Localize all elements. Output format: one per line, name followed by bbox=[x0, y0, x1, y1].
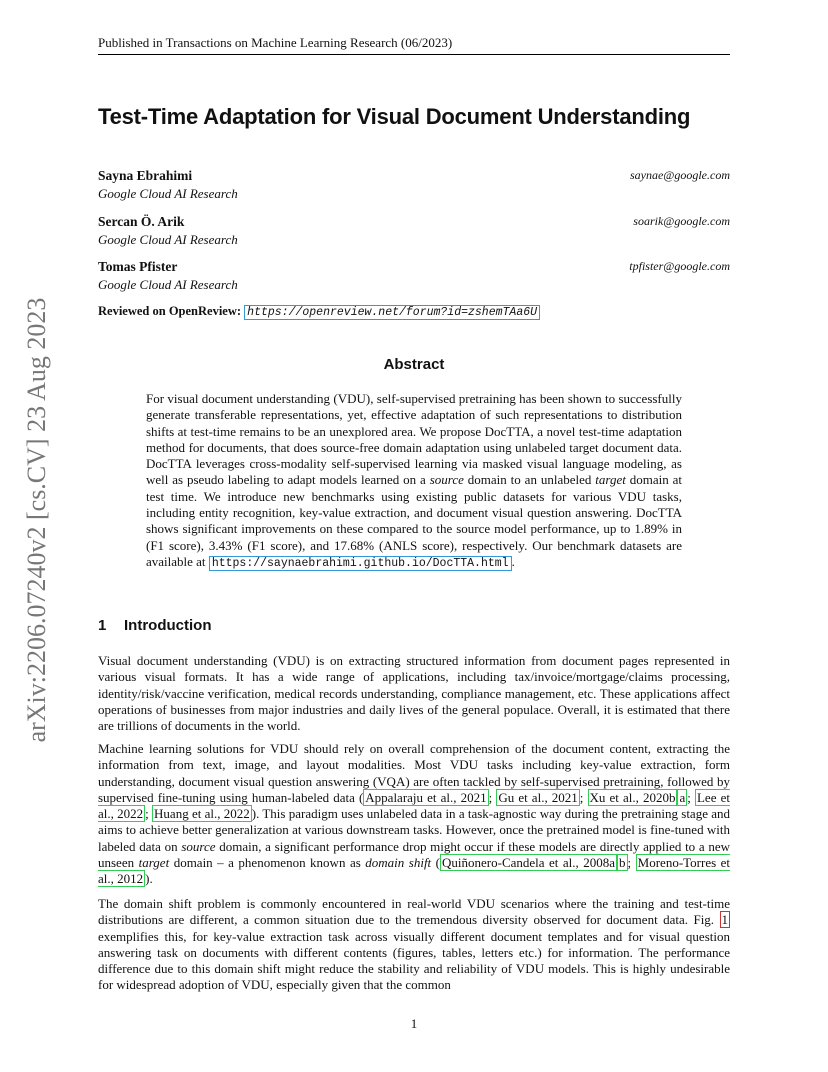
author-affiliation: Google Cloud AI Research bbox=[98, 277, 238, 292]
citation-link[interactable]: Xu et al., 2020b bbox=[589, 789, 676, 805]
paragraph: Machine learning solutions for VDU should rely on overall comprehension of the document content, extracting the information from text, image, and layout modalities. Most VDU tasks including key-value extraction, form understanding, document visual question answering (VQA) are often tackled by self-supervised pretraining, followed by supervised fine-tuning using human-labeled data ( Appalaraju et al., 2021 ; Gu et al., 2021 ; Xu et al., 2020b a ; Lee et al., 2022 ; Huang et al., 2022 ). This paradigm uses unlabeled data in a task-agnostic way during the pretraining stage and aims to achieve better generalization at various downstream tasks. However, once the pretrained model is fine-tuned with labeled data on source domain, a significant performance drop might occur if these models are directly applied to a new unseen target domain – a phenomenon known as domain shift ( Quiñonero-Candela et al., 2008a b ; Moreno-Torres et al., 2012 ). bbox=[98, 741, 731, 887]
citation-link[interactable]: Moreno-Torres et al., 2012 bbox=[98, 855, 731, 887]
author-name: Sercan Ö. Arik bbox=[98, 214, 185, 229]
review-label: Reviewed on OpenReview: bbox=[98, 304, 242, 318]
review-line bbox=[98, 304, 730, 319]
author-affiliation: Google Cloud AI Research bbox=[98, 186, 238, 201]
citation-link[interactable]: Gu et al., 2021 bbox=[498, 789, 578, 805]
page-number: 1 bbox=[410, 1016, 418, 1031]
author-email[interactable]: saynae@google.com bbox=[629, 168, 730, 182]
citation-link[interactable]: Appalaraju et al., 2021 bbox=[365, 789, 487, 805]
citation-link[interactable]: b bbox=[619, 855, 626, 871]
citation-link[interactable]: Quiñonero-Candela et al., 2008a bbox=[442, 855, 616, 871]
author-email[interactable]: tpfister@google.com bbox=[629, 259, 730, 273]
section-heading bbox=[98, 617, 211, 634]
citation-link[interactable]: Huang et al., 2022 bbox=[154, 806, 250, 822]
abstract-heading: Abstract bbox=[383, 356, 445, 373]
openreview-link[interactable]: https://openreview.net/forum?id=zshemTAa6U bbox=[244, 305, 540, 320]
author-affiliation: Google Cloud AI Research bbox=[98, 232, 238, 247]
author-name: Tomas Pfister bbox=[98, 259, 178, 274]
section-number: 1 bbox=[98, 617, 107, 634]
abstract-text: For visual document understanding (VDU), self-supervised pretraining has been shown to successfully generate transferable representations, yet, effective adaptation of such representations to distribution shifts at test-time remains to be an unexplored area. We propose DocTTA, a novel test-time adaptation method for documents, that does source-free domain adaptation using unlabeled target document data. DocTTA leverages cross-modality self-supervised learning via masked visual language modeling, as well as pseudo labeling to adapt models learned on a source domain to an unlabeled target domain at test time. We introduce new benchmarks using existing public datasets for various VDU tasks, including entity recognition, key-value extraction, and document visual question answering. DocTTA shows significant improvements on these compared to the source model performance, up to 1.89% in (F1 score), 3.43% (F1 score), and 17.68% (ANLS score), respectively. Our benchmark datasets are available at https://saynaebrahimi.github.io/DocTTA.html . bbox=[146, 391, 683, 570]
citation-link[interactable]: Lee et al., 2022 bbox=[98, 789, 730, 822]
author-name: Sayna Ebrahimi bbox=[98, 168, 193, 183]
paragraph: The domain shift problem is commonly encountered in real-world VDU scenarios where the training and test-time distributions are different, a common situation due to the tremendous diversity observed for document data. Fig. 1 exemplifies this, for key-value extraction task across visually different document templates and for visual question answering task on documents with different contents (figures, tables, letters etc.) for information. The performance difference due to this domain shift might reduce the stability and reliability of VDU models. This is highly undesirable for widespread adoption of VDU, especially given that the common bbox=[98, 896, 730, 993]
header-rule bbox=[98, 54, 730, 55]
author-email[interactable]: soarik@google.com bbox=[633, 214, 730, 228]
author-block bbox=[98, 259, 730, 293]
author-block bbox=[98, 168, 730, 202]
figure-link[interactable]: 1 bbox=[721, 912, 729, 928]
paper-title: Test-Time Adaptation for Visual Document Understanding bbox=[98, 104, 691, 129]
paragraph: Visual document understanding (VDU) is on extracting structured information from document pages represented in various visual formats. It has a wide range of applications, including tax/invoice/mortgage/claims processing, identity/risk/vaccine verification, medical records understanding, compliance management, etc. These applications affect operations of businesses from major industries and daily lives of the general populace. Overall, it is estimated that there are trillions of documents in the world. bbox=[98, 653, 730, 734]
benchmark-link[interactable]: https://saynaebrahimi.github.io/DocTTA.html bbox=[209, 556, 512, 571]
journal-header: Published in Transactions on Machine Learning Research (06/2023) bbox=[98, 35, 453, 50]
author-block bbox=[98, 214, 730, 248]
citation-link[interactable]: a bbox=[679, 789, 686, 805]
section-title: Introduction bbox=[124, 617, 212, 634]
